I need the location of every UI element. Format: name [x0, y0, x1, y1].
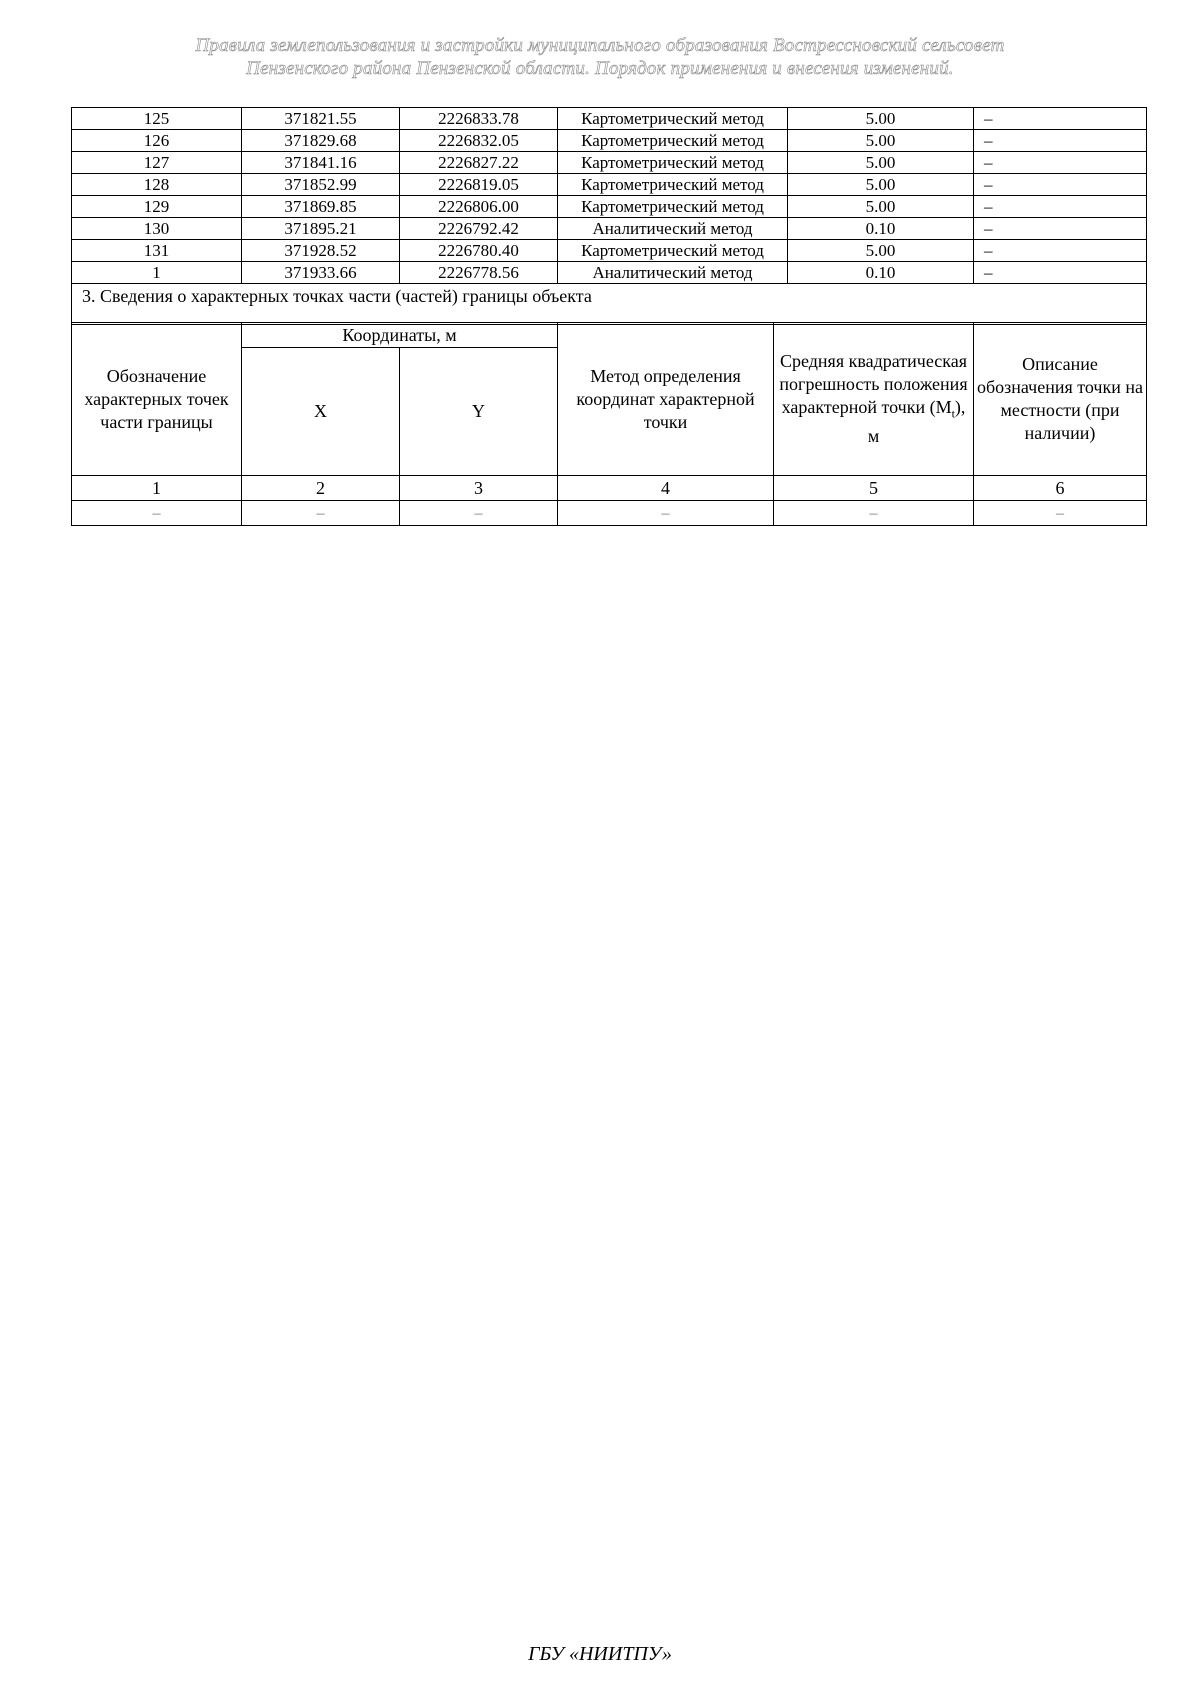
col-designation-header: Обозначение характерных точек части границы [72, 323, 242, 476]
column-number: 1 [72, 476, 242, 501]
point-number: 130 [72, 218, 242, 240]
page-footer: ГБУ «НИИТПУ» [528, 1643, 672, 1665]
empty-cell: – [774, 501, 974, 526]
empty-cell: – [242, 501, 400, 526]
coord-x: 371841.16 [242, 152, 400, 174]
point-row [72, 262, 1147, 284]
col-error-text: Средняя квадратическая погрешность положения характерной точки (M [779, 350, 968, 417]
points-body [72, 108, 1147, 284]
method: Картометрический метод [558, 240, 788, 262]
empty-cell: – [974, 501, 1147, 526]
method: Картометрический метод [558, 152, 788, 174]
coord-x: 371895.21 [242, 218, 400, 240]
col-description-header: Описание обозначения точки на местности (при наличии) [974, 323, 1147, 476]
point-number: 129 [72, 196, 242, 218]
coord-y: 2226832.05 [400, 130, 558, 152]
point-row [72, 240, 1147, 262]
column-number: 4 [558, 476, 774, 501]
point-number: 125 [72, 108, 242, 130]
point-row [72, 152, 1147, 174]
note: – [974, 130, 1147, 152]
method: Аналитический метод [558, 262, 788, 284]
error: 5.00 [788, 108, 974, 130]
coord-y: 2226833.78 [400, 108, 558, 130]
point-row [72, 130, 1147, 152]
error: 5.00 [788, 174, 974, 196]
error: 5.00 [788, 130, 974, 152]
part-boundary-table [71, 322, 1147, 526]
col-error-unit: ), м [867, 396, 966, 447]
method: Картометрический метод [558, 130, 788, 152]
note: – [974, 240, 1147, 262]
point-number: 128 [72, 174, 242, 196]
note: – [974, 174, 1147, 196]
point-row [72, 174, 1147, 196]
coord-y: 2226780.40 [400, 240, 558, 262]
coord-x: 371821.55 [242, 108, 400, 130]
column-number: 5 [774, 476, 974, 501]
section-3-title: 3. Сведения о характерных точках части (частей) границы объекта [72, 284, 1147, 325]
error: 0.10 [788, 218, 974, 240]
method: Картометрический метод [558, 174, 788, 196]
point-number: 1 [72, 262, 242, 284]
error: 0.10 [788, 262, 974, 284]
coord-x: 371928.52 [242, 240, 400, 262]
coord-x: 371869.85 [242, 196, 400, 218]
point-number: 126 [72, 130, 242, 152]
col-y-header: Y [400, 348, 558, 476]
coord-y: 2226792.42 [400, 218, 558, 240]
method: Картометрический метод [558, 196, 788, 218]
empty-cell: – [400, 501, 558, 526]
coord-y: 2226827.22 [400, 152, 558, 174]
col-error-header [774, 323, 974, 476]
header-line-1: Правила землепользования и застройки муниципального образования Вострессновский сельсовет [195, 35, 1005, 56]
coord-y: 2226819.05 [400, 174, 558, 196]
note: – [974, 152, 1147, 174]
empty-cell: – [72, 501, 242, 526]
coord-x: 371829.68 [242, 130, 400, 152]
method: Аналитический метод [558, 218, 788, 240]
point-row [72, 196, 1147, 218]
point-row [72, 108, 1147, 130]
page-header [0, 34, 1200, 80]
coord-x: 371933.66 [242, 262, 400, 284]
column-number: 2 [242, 476, 400, 501]
note: – [974, 262, 1147, 284]
coord-x: 371852.99 [242, 174, 400, 196]
note: – [974, 108, 1147, 130]
coord-y: 2226778.56 [400, 262, 558, 284]
col-x-header: X [242, 348, 400, 476]
col-method-header: Метод определения координат характерной точки [558, 323, 774, 476]
column-number: 6 [974, 476, 1147, 501]
coordinates-table [71, 107, 1147, 325]
column-number: 3 [400, 476, 558, 501]
method: Картометрический метод [558, 108, 788, 130]
error: 5.00 [788, 152, 974, 174]
note: – [974, 196, 1147, 218]
empty-cell: – [558, 501, 774, 526]
coord-y: 2226806.00 [400, 196, 558, 218]
point-row [72, 218, 1147, 240]
error: 5.00 [788, 240, 974, 262]
column-numbers-row [72, 476, 1147, 501]
col-error-subscript: t [951, 406, 955, 421]
point-number: 131 [72, 240, 242, 262]
col-coordinates-header: Координаты, м [242, 323, 558, 348]
empty-data-row [72, 501, 1147, 526]
note: – [974, 218, 1147, 240]
point-number: 127 [72, 152, 242, 174]
error: 5.00 [788, 196, 974, 218]
header-line-2: Пензенского района Пензенской области. Порядок применения и внесения изменений. [246, 58, 954, 79]
